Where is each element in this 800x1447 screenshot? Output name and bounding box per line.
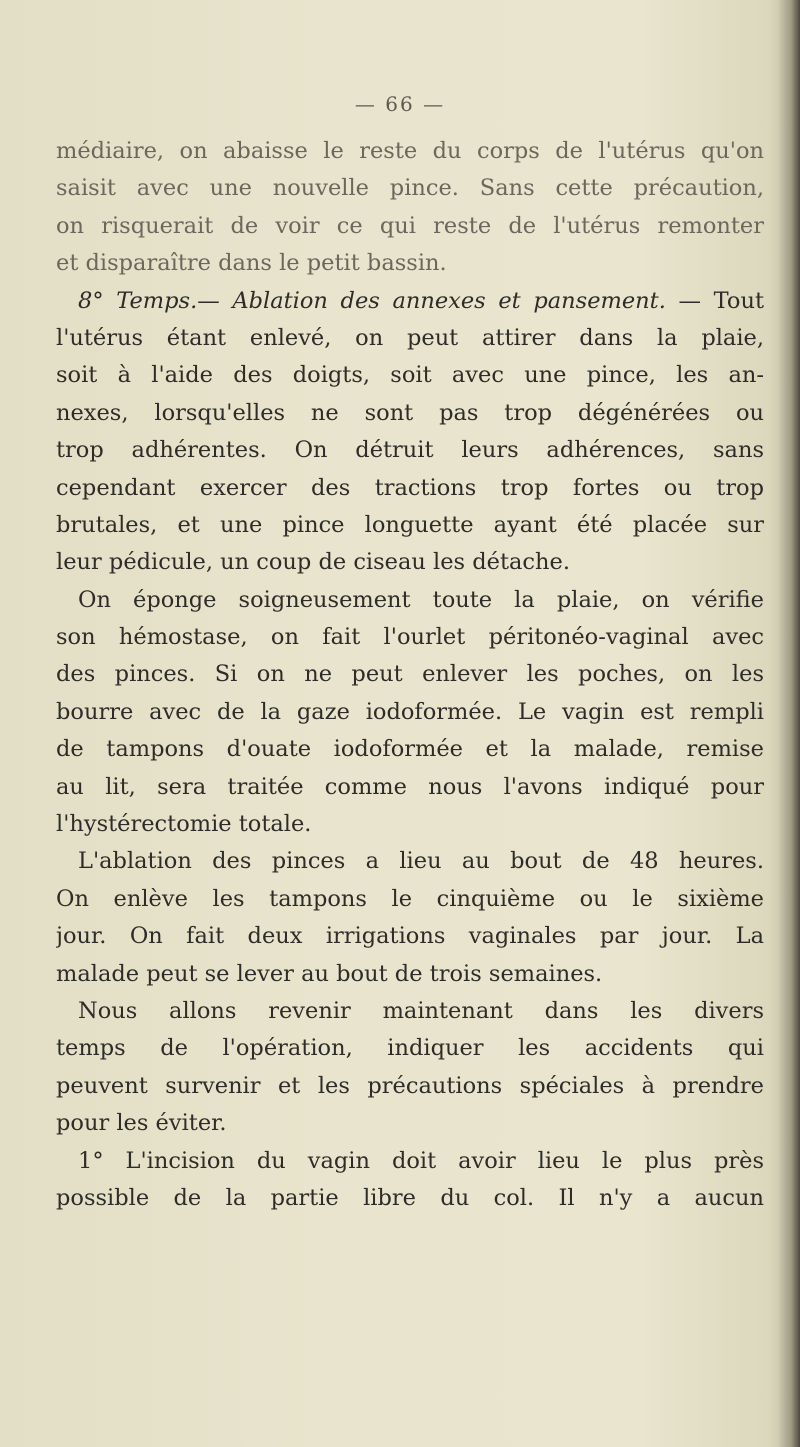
text-line: nexes, lorsqu'elles ne sont pas trop dégénérées ou (56, 399, 764, 426)
text-line: médiaire, on abaisse le reste du corps de l'utérus qu'on (56, 138, 764, 164)
text-line: brutales, et une pince longuette ayant été placée sur (56, 511, 764, 538)
text-line (56, 283, 764, 320)
text-line: L'ablation des pinces a lieu au bout de 48 heures. (78, 848, 764, 875)
text-line: 1° L'incision du vagin doit avoir lieu le plus près (78, 1147, 764, 1174)
text-line: leur pédicule, un coup de ciseau les détache. (56, 549, 570, 576)
text-line: temps de l'opération, indiquer les accidents qui (56, 1035, 764, 1062)
text-line: son hémostase, on fait l'ourlet péritonéo-vaginal avec (56, 624, 764, 651)
text-line: l'hystérectomie totale. (56, 811, 312, 838)
text-line: cependant exercer des tractions trop fortes ou trop (56, 474, 764, 501)
text-line: peuvent survenir et les précautions spéciales à prendre (56, 1072, 764, 1099)
text-line: et disparaître dans le petit bassin. (56, 250, 447, 277)
text-line: On enlève les tampons le cinquième ou le sixième (56, 885, 764, 912)
text-line: bourre avec de la gaze iodoformée. Le vagin est rempli (56, 698, 764, 725)
text-line: de tampons d'ouate iodoformée et la malade, remise (56, 736, 764, 763)
section-heading-rest: — Tout (665, 287, 764, 314)
section-heading: 8° Temps.— Ablation des annexes et pansement. (78, 287, 666, 314)
text-line: possible de la partie libre du col. Il n'y a aucun (56, 1184, 764, 1211)
text-line: pour les éviter. (56, 1110, 227, 1137)
body-text (56, 133, 764, 1217)
text-line: jour. On fait deux irrigations vaginales par jour. La (56, 923, 764, 950)
text-line: trop adhérentes. On détruit leurs adhérences, sans (56, 437, 764, 464)
text-line: l'utérus étant enlevé, on peut attirer dans la plaie, (56, 324, 764, 351)
text-line: on risquerait de voir ce qui reste de l'utérus remonter (56, 212, 764, 239)
text-line: malade peut se lever au bout de trois semaines. (56, 960, 603, 987)
text-line: au lit, sera traitée comme nous l'avons indiqué pour (56, 773, 764, 800)
page-number: — 66 — (354, 92, 446, 116)
text-line: Nous allons revenir maintenant dans les divers (78, 997, 764, 1024)
page-edge-shadow (778, 0, 800, 1447)
text-line: On éponge soigneusement toute la plaie, on vérifie (78, 586, 764, 613)
text-line: soit à l'aide des doigts, soit avec une pince, les an- (56, 362, 764, 389)
text-line: saisit avec une nouvelle pince. Sans cette précaution, (56, 175, 764, 202)
text-line: des pinces. Si on ne peut enlever les poches, on les (56, 661, 764, 688)
